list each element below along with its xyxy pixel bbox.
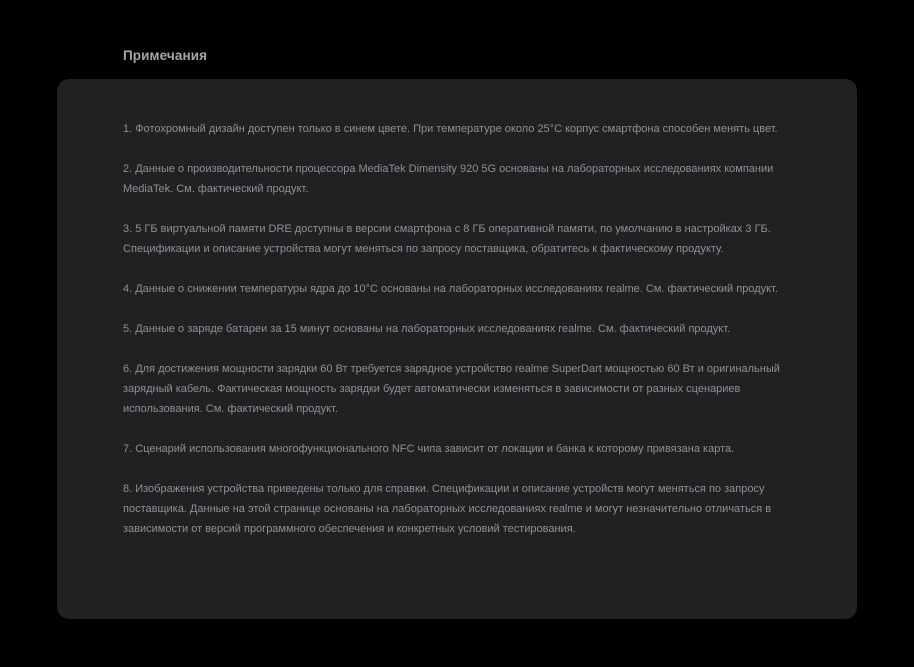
note-item-6: 6. Для достижения мощности зарядки 60 Вт требуется зарядное устройство realme SuperDart мощностью 60 Вт и оригинальный зарядный кабель. Фактическая мощность зарядки будет автоматически изменяться в зависимости от разных сценариев использования. См. фактический продукт. [123,363,780,415]
note-item-2: 2. Данные о производительности процессора MediaTek Dimensity 920 5G основаны на лабораторных исследованиях компании MediaTek. См. фактический продукт. [123,163,774,195]
note-item-5: 5. Данные о заряде батареи за 15 минут основаны на лабораторных исследованиях realme. См. фактический продукт. [123,323,731,335]
note-item-4: 4. Данные о снижении температуры ядра до 10°C основаны на лабораторных исследованиях realme. См. фактический продукт. [123,283,778,295]
notes-list [123,119,797,539]
note-item-7: 7. Сценарий использования многофункционального NFC чипа зависит от локации и банка к которому привязана карта. [123,443,735,455]
note-item-3: 3. 5 ГБ виртуальной памяти DRE доступны в версии смартфона с 8 ГБ оперативной памяти, по умолчанию в настройках 3 ГБ. Спецификации и описание устройства могут меняться по запросу поставщика, обратитесь к фактическому продукту. [123,223,771,255]
note-item-1: 1. Фотохромный дизайн доступен только в синем цвете. При температуре около 25°C корпус смартфона способен менять цвет. [123,123,778,135]
note-item-8: 8. Изображения устройства приведены только для справки. Спецификации и описание устройств могут меняться по запросу поставщика. Данные на этой странице основаны на лабораторных исследованиях realme и могут незначительно отличаться в зависимости от версий программного обеспечения и конкретных условий тестирования. [123,483,772,535]
notes-card [57,79,857,619]
notes-title: Примечания [123,48,208,63]
